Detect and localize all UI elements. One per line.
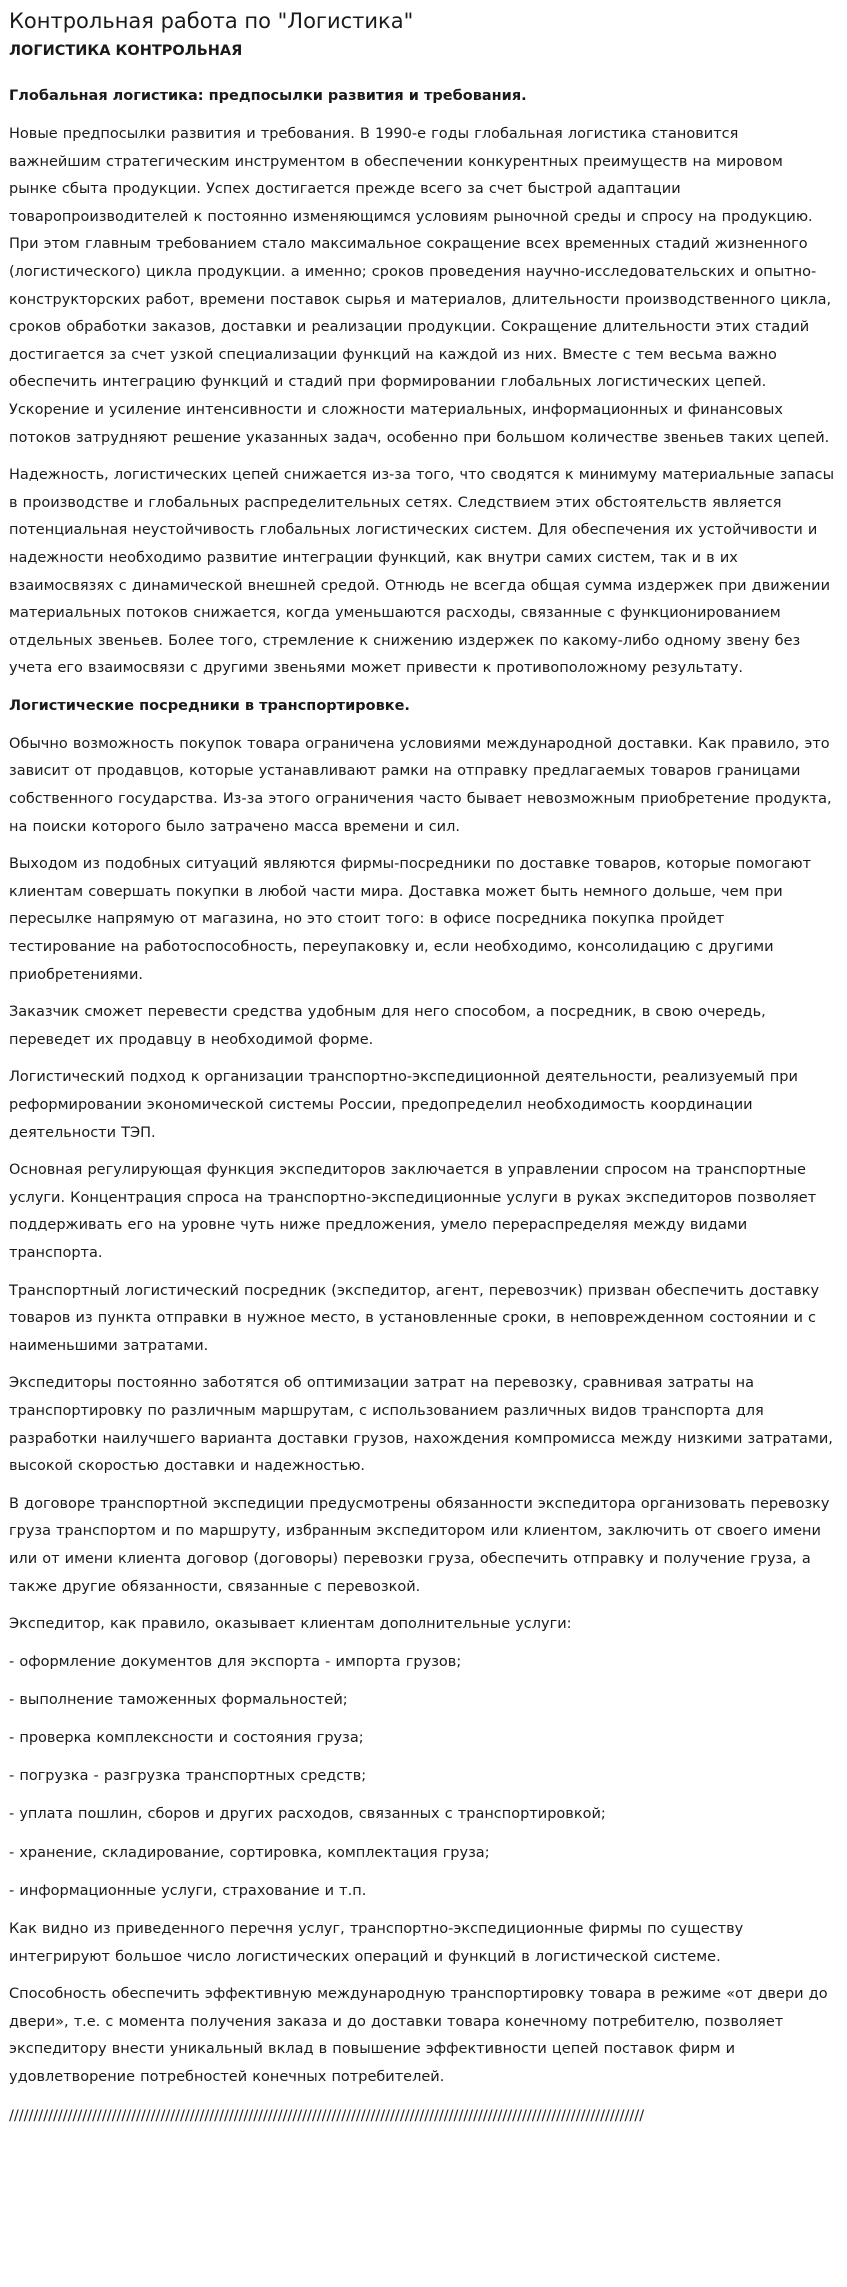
paragraph: Обычно возможность покупок товара ограничена условиями международной доставки. Как правило, это зависит от продавцов, которые устанавливают рамки на отправку предлагаемых товаров границами собственного государства. Из-за этого ограничения часто бывает невозможным приобретение продукта, на поиски которого было затрачено масса времени и сил. [9,735,832,835]
service-list-item: - погрузка - разгрузка транспортных средств; [9,1768,367,1785]
service-list-item: - оформление документов для экспорта - импорта грузов; [9,1653,462,1670]
page-subtitle: ЛОГИСТИКА КОНТРОЛЬНАЯ [9,43,243,59]
paragraph: Выходом из подобных ситуаций являются фирмы-посредники по доставке товаров, которые помогают клиентам совершать покупки в любой части мира. Доставка может быть немного дольше, чем при пересылке напрямую от магазина, но это стоит того: в офисе посредника покупка пройдет тестирование на работоспособность, переупаковку и, если необходимо, консолидацию с другими приобретениями. [9,856,812,983]
paragraph: Как видно из приведенного перечня услуг, транспортно-экспедиционные фирмы по существу интегрируют большое число логистических операций и функций в логистической системе. [9,1921,744,1965]
service-list-item: - информационные услуги, страхование и т.п. [9,1882,367,1899]
paragraph: Логистический подход к организации транспортно-экспедиционной деятельности, реализуемый при реформировании экономической системы России, предопределил необходимость координации деятельности ТЭП. [9,1069,798,1141]
section-heading-logistics-intermediaries: Логистические посредники в транспортировке. [9,697,410,714]
paragraph: Экспедиторы постоянно заботятся об оптимизации затрат на перевозку, сравнивая затраты на транспортировку по различным маршрутам, с использованием различных видов транспорта для разработки наилучшего варианта доставки грузов, нахождения компромисса между низкими затратами, высокой скоростью доставки и надежностью. [9,1375,833,1475]
service-list-item: - проверка комплексности и состояния груза; [9,1730,364,1747]
paragraph: Транспортный логистический посредник (экспедитор, агент, перевозчик) призван обеспечить доставку товаров из пункта отправки в нужное место, в установленные сроки, в неповрежденном состоянии и с наименьшими затратами. [9,1282,820,1354]
paragraph: Основная регулирующая функция экспедиторов заключается в управлении спросом на транспортные услуги. Концентрация спроса на транспортно-экспедиционные услуги в руках экспедиторов позволяет поддерживать его на уровне чуть ниже предложения, умело перераспределяя между видами транспорта. [9,1162,817,1261]
slash-separator: ////////////////////////////////////////////////////////////////////////////////////////////////////////////////////////////////// [9,2107,645,2124]
paragraph: Способность обеспечить эффективную международную транспортировку товара в режиме «от двери до двери», т.е. с момента получения заказа и до доставки товара конечному потребителю, позволяет экспедитору внести уникальный вклад в повышение эффективности цепей поставок фирм и удовлетворение потребностей конечных потребителей. [9,1986,828,2085]
service-list-item: - уплата пошлин, сборов и других расходов, связанных с транспортировкой; [9,1806,606,1823]
paragraph: Новые предпосылки развития и требования. В 1990-е годы глобальная логистика становится важнейшим стратегическим инструментом в обеспечении конкурентных преимуществ на мировом рынке сбыта продукции. Успех достигается прежде всего за счет быстрой адаптации товаропроизводителей к постоянно изменяющимся условиям рыночной среды и спросу на продукцию. При этом главным требованием стало максимальное сокращение всех временных стадий жизненного (логистического) цикла продукции. а именно; сроков проведения научно-исследовательских и опытно-конструкторских работ, времени поставок сырья и материалов, длительности производственного цикла, сроков обработки заказов, доставки и реализации продукции. Сокращение длительности этих стадий достигается за счет узкой специализации функций на каждой из них. Вместе с тем весьма важно обеспечить интеграцию функций и стадий при формировании глобальных логистических цепей. Ускорение и усиление интенсивности и сложности материальных, информационных и финансовых потоков затрудняют решение указанных задач, особенно при большом количестве звеньев таких цепей. [9,126,832,446]
paragraph: Заказчик сможет перевести средства удобным для него способом, а посредник, в свою очередь, переведет их продавцу в необходимой форме. [9,1004,766,1048]
service-list-item: - выполнение таможенных формальностей; [9,1691,348,1708]
page-title: Контрольная работа по "Логистика" [9,9,414,33]
section-heading-global-logistics: Глобальная логистика: предпосылки развития и требования. [9,88,527,104]
service-list-item: - хранение, складирование, сортировка, комплектация груза; [9,1844,490,1861]
paragraph: Надежность, логистических цепей снижается из-за того, что сводятся к минимуму материальные запасы в производстве и глобальных распределительных сетях. Следствием этих обстоятельств является потенциальная неустойчивость глобальных логистических систем. Для обеспечения их устойчивости и надежности необходимо развитие интеграции функций, как внутри самих систем, так и в их взаимосвязях с динамической внешней средой. Отнюдь не всегда общая сумма издержек при движении материальных потоков снижается, когда уменьшаются расходы, связанные с функционированием отдельных звеньев. Более того, стремление к снижению издержек по какому-либо одному звену без учета его взаимосвязи с другими звеньями может привести к противоположному результату. [9,467,835,677]
paragraph: В договоре транспортной экспедиции предусмотрены обязанности экспедитора организовать перевозку груза транспортом и по маршруту, избранным экспедитором или клиентом, заключить от своего имени или от имени клиента договор (договоры) перевозки груза, обеспечить отправку и получение груза, а также другие обязанности, связанные с перевозкой. [9,1495,830,1595]
paragraph: Экспедитор, как правило, оказывает клиентам дополнительные услуги: [9,1616,572,1633]
